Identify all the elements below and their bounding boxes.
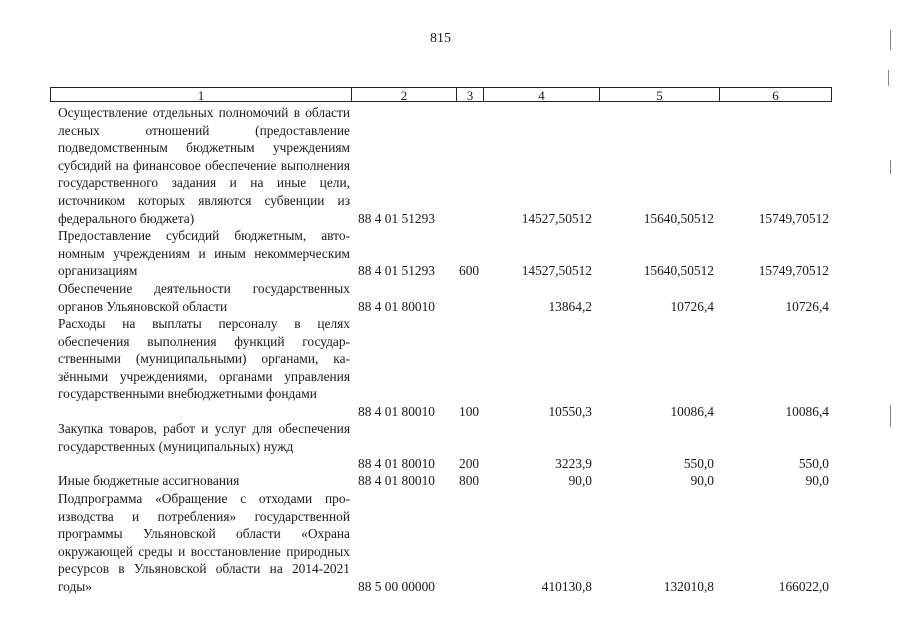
row-name: Расходы на выплаты персоналу в целях обеспечения выполнения функций государственными (муниципальными) органами, казёнными учреждениями, органами управления государственными внебюджетными фондами	[58, 316, 350, 402]
row-name: Закупка товаров, работ и услуг для обеспечения государственных (муниципальных) нужд	[58, 421, 350, 454]
scan-edge-mark	[890, 405, 891, 427]
row-name: Обеспечение деятельности государственных органов Ульяновской области	[58, 281, 350, 314]
column-header-2: 2	[351, 87, 456, 102]
row-name: Иные бюджетные ассигнования	[58, 473, 240, 488]
row-value-col4: 90,0	[568, 473, 592, 488]
row-code: 88 4 01 80010	[358, 473, 435, 488]
row-name: Предоставление субсидий бюджетным, автономным учреждениям и иным некоммерческим организациям	[58, 228, 350, 279]
column-header-1: 1	[50, 87, 351, 102]
row-code: 88 4 01 80010	[358, 298, 435, 314]
row-value-col4: 3223,9	[555, 456, 592, 472]
row-value-col5: 15640,50512	[643, 263, 714, 279]
row-value-col5: 550,0	[683, 456, 714, 472]
column-header-6: 6	[719, 87, 832, 102]
row-expense-type: 100	[459, 404, 480, 419]
row-value-col6: 166022,0	[778, 579, 829, 594]
row-code: 88 4 01 51293	[358, 210, 435, 226]
scan-edge-mark	[890, 30, 891, 50]
row-expense-type: 600	[459, 263, 480, 279]
scan-edge-mark	[890, 160, 891, 174]
row-value-col6: 15749,70512	[758, 263, 829, 279]
row-value-col6: 10726,4	[785, 298, 829, 314]
row-code: 88 5 00 00000	[358, 579, 435, 594]
row-value-col6: 90,0	[805, 473, 829, 488]
row-value-col4: 14527,50512	[521, 263, 592, 279]
row-value-col5: 15640,50512	[643, 210, 714, 226]
row-value-col6: 10086,4	[785, 404, 829, 419]
row-value-col4: 410130,8	[541, 579, 592, 594]
row-value-col5: 90,0	[690, 473, 714, 488]
row-expense-type: 800	[459, 473, 480, 488]
row-code: 88 4 01 80010	[358, 404, 435, 419]
row-name: Подпрограмма «Обращение с отходами производства и потребления» государственной программы Ульяновской области «Охрана окружающей среды и восстановление природных ресурсов в Ульяновской области на 2014-2021 годы»	[58, 491, 350, 594]
row-value-col4: 10550,3	[548, 404, 592, 419]
row-value-col4: 13864,2	[548, 298, 592, 314]
row-name: Осуществление отдельных полномочий в области лесных отношений (предоставление подведомственным бюджетным учреждениям субсидий на финансовое обеспечение выполнения государственного задания и на иные цели, источником которых являются субвенции из федерального бюджета)	[58, 105, 350, 226]
row-value-col6: 15749,70512	[758, 210, 829, 226]
row-code: 88 4 01 80010	[358, 456, 435, 472]
column-header-5: 5	[599, 87, 719, 102]
row-code: 88 4 01 51293	[358, 263, 435, 279]
row-value-col4: 14527,50512	[521, 210, 592, 226]
page-number: 815	[430, 31, 451, 46]
column-header-3: 3	[456, 87, 483, 102]
row-value-col5: 132010,8	[663, 579, 714, 594]
row-value-col5: 10086,4	[670, 404, 714, 419]
column-header-4: 4	[483, 87, 599, 102]
row-value-col6: 550,0	[798, 456, 829, 472]
row-expense-type: 200	[459, 456, 480, 472]
scan-noise	[0, 6, 905, 10]
row-value-col5: 10726,4	[670, 298, 714, 314]
scan-edge-mark	[888, 70, 889, 86]
